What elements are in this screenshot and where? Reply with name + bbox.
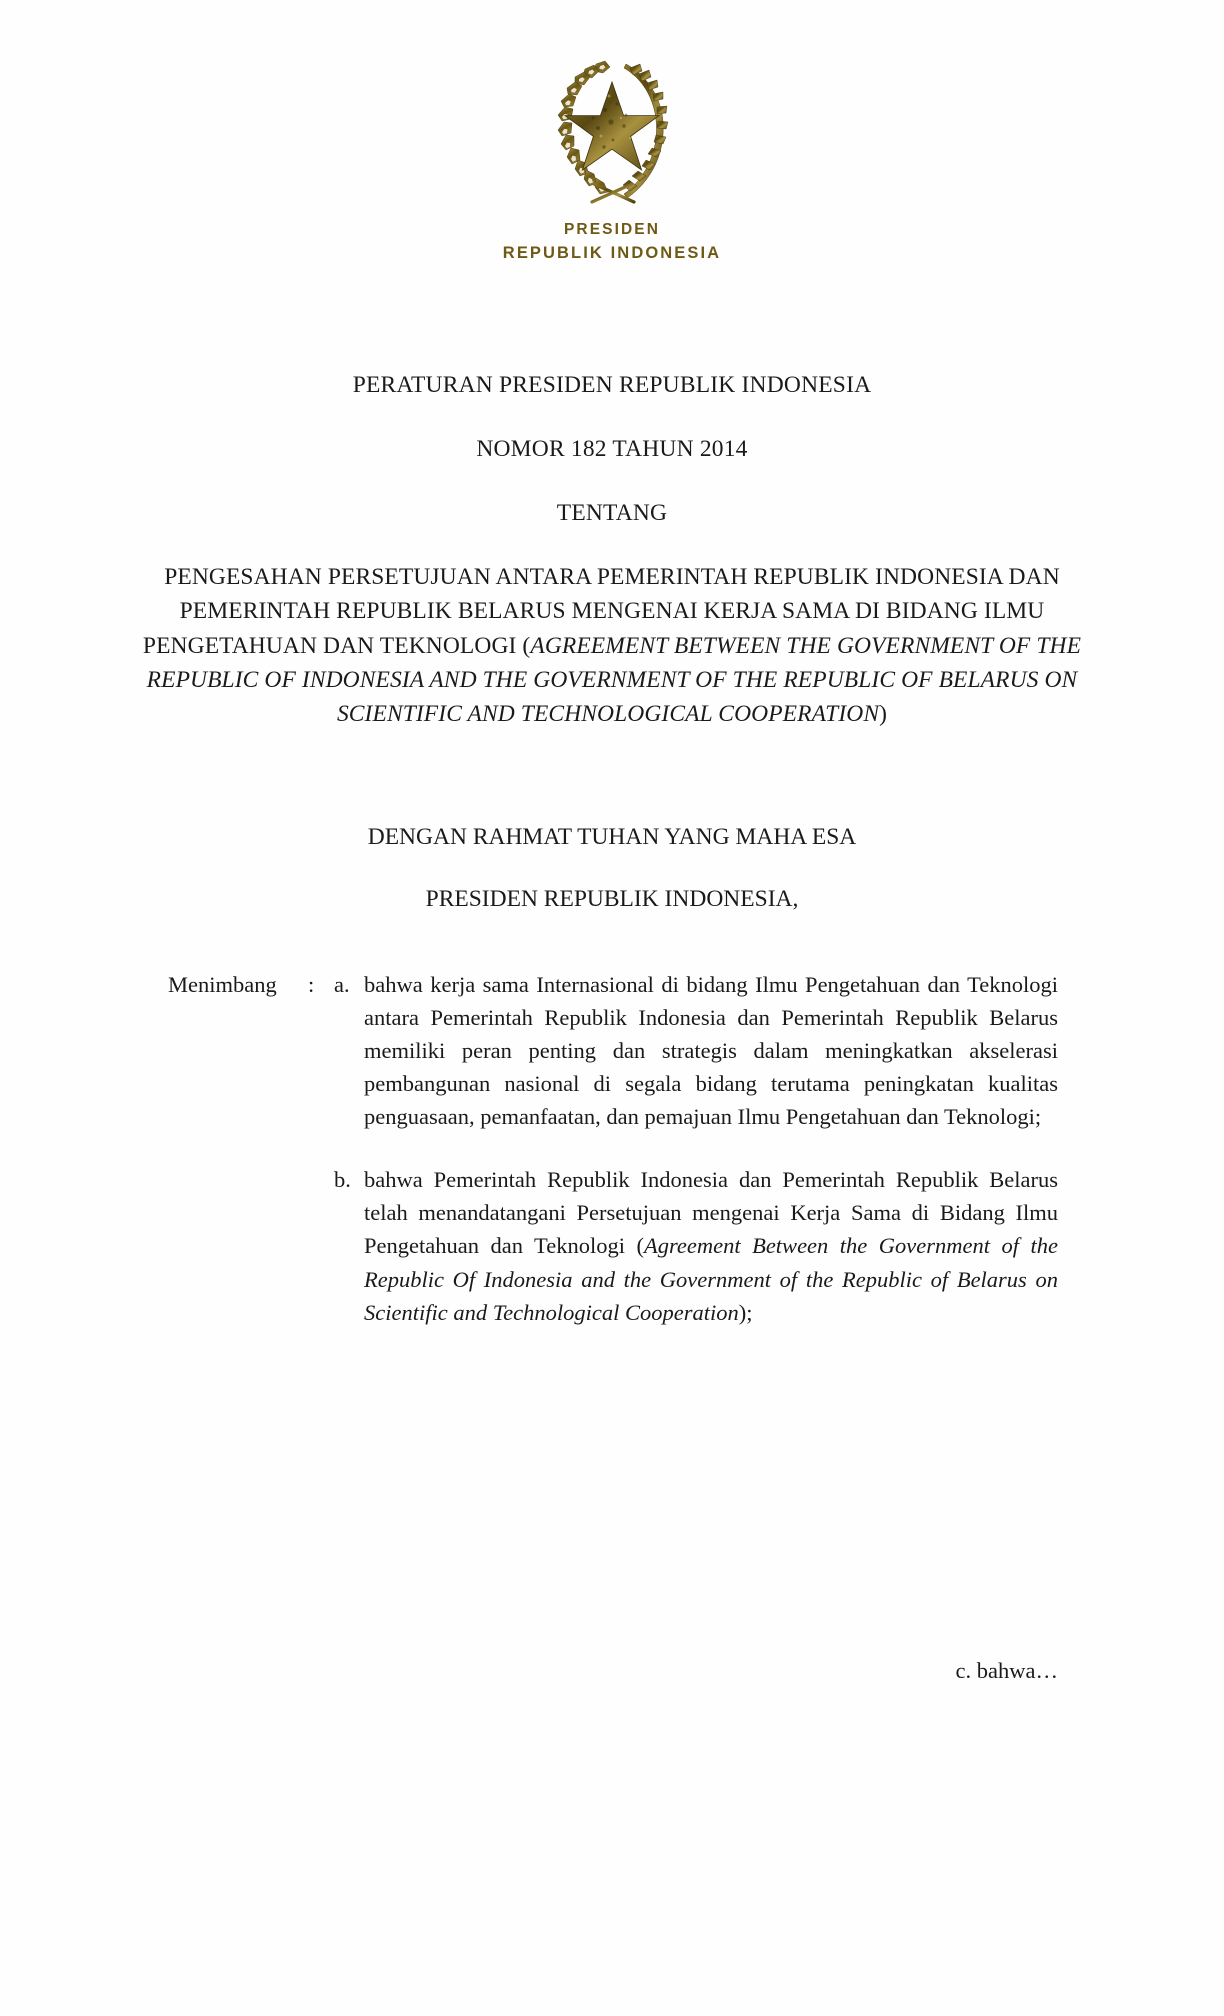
crest-caption-line-1: PRESIDEN <box>563 221 661 238</box>
considerations-label: Menimbang <box>168 972 277 997</box>
regulation-number: NOMOR 182 TAHUN 2014 <box>476 436 748 463</box>
page-continuation-note: c. bahwa… <box>955 1658 1058 1683</box>
crest-caption-line-2: REPUBLIK INDONESIA <box>502 244 722 263</box>
consideration-b-part2: ); <box>738 1299 753 1325</box>
title-block <box>112 368 1112 732</box>
consideration-b-part1: bahwa Pemerintah Republik Indonesia dan Pemerintah Republik Belarus telah menandatangani Persetujuan mengenai Kerja Sama di Bidang Ilmu Pengetahuan dan Teknologi ( <box>364 1167 1058 1259</box>
consideration-item-a <box>168 968 1058 1133</box>
considerations-block <box>168 968 1058 1329</box>
regulation-subject-indonesian: PENGESAHAN PERSETUJUAN ANTARA PEMERINTAH REPUBLIK INDONESIA DAN PEMERINTAH REPUBLIK BELARUS MENGENAI KERJA SAMA DI BIDANG ILMU PENGETAHUAN DAN TEKNOLOGI ( <box>142 564 1060 659</box>
regulation-subject <box>112 560 1112 731</box>
consideration-item-b <box>168 1163 1058 1328</box>
regulation-subject-close-paren: ) <box>879 701 888 728</box>
regulation-heading: PERATURAN PRESIDEN REPUBLIK INDONESIA <box>352 372 872 398</box>
regulation-subject-english: AGREEMENT BETWEEN THE GOVERNMENT OF THE REPUBLIC OF INDONESIA AND THE GOVERNMENT OF THE REPUBLIC OF BELARUS ON SCIENTIFIC AND TECHNOLOGICAL COOPERATION <box>146 632 1082 728</box>
regulation-about-label: TENTANG <box>556 500 668 527</box>
considerations-colon: : <box>308 972 315 997</box>
consideration-marker-a: a. <box>334 972 350 997</box>
crest-caption <box>503 218 721 266</box>
indonesian-presidential-seal-icon <box>538 52 686 204</box>
consideration-b-english-title: Agreement Between the Government of the Republic Of Indonesia and the Government of the Republic of Belarus on Scientific and Technological Cooperation <box>364 1233 1058 1325</box>
document-header <box>0 52 1224 266</box>
preamble-issuer: PRESIDEN REPUBLIK INDONESIA, <box>425 886 799 913</box>
preamble-blessing: DENGAN RAHMAT TUHAN YANG MAHA ESA <box>367 824 857 850</box>
consideration-marker-b: b. <box>334 1167 351 1193</box>
consideration-text-b <box>364 1163 1058 1328</box>
preamble-block <box>112 820 1112 916</box>
consideration-text-a: bahwa kerja sama Internasional di bidang Ilmu Pengetahuan dan Teknologi antara Pemerintah Republik Indonesia dan Pemerintah Republik Belarus memiliki peran penting dan strategis dalam meningkatkan akselerasi pembangunan nasional di segala bidang terutama peningkatan kualitas penguasaan, pemanfaatan, dan pemajuan Ilmu Pengetahuan dan Teknologi; <box>364 972 1058 1130</box>
